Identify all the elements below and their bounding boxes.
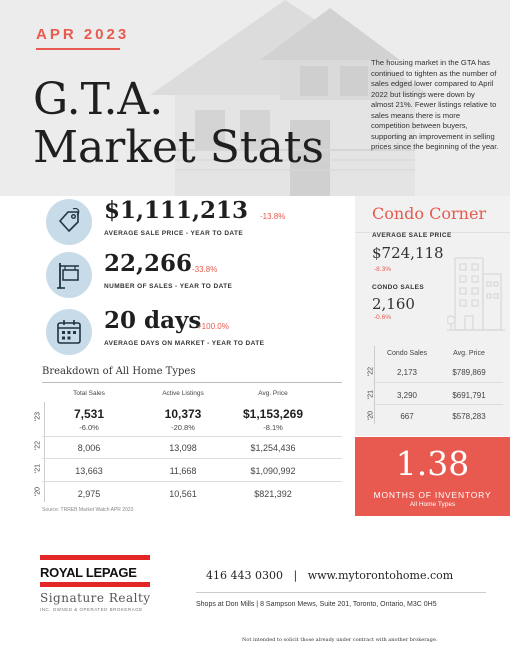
row-year: '21 [34,463,42,474]
condo-row-year: '21 [367,389,375,400]
stat-value: $1,111,213 [104,197,249,224]
condo-avg-price-value: $724,118 [372,244,444,262]
condo-sales-value: 2,160 [372,295,415,313]
website-link[interactable]: www.mytorontohome.com [307,569,454,582]
month-underline [36,48,120,50]
phone-number[interactable]: 416 443 0300 [206,569,283,582]
table-cell: 13,098 [169,443,197,453]
page-title [33,76,324,172]
row-divider [42,436,342,437]
for-sale-sign-icon [55,261,83,289]
condo-cell: 2,173 [396,368,418,377]
table-cell: $1,153,269 [242,407,304,421]
logo-stripe [40,582,150,587]
stat-icon-circle [46,309,92,355]
logo-stripe [40,555,150,560]
column-header-total-sales: Total Sales [73,390,105,397]
stat-number-of-sales [46,252,346,302]
inventory-label: MONTHS OF INVENTORY [373,490,492,500]
table-cell-change: -8.1% [263,423,283,432]
report-month: APR 2023 [36,26,130,43]
stat-label: NUMBER OF SALES - YEAR TO DATE [104,283,233,290]
condo-cell: $789,869 [452,368,486,377]
table-cell: 11,668 [169,466,197,476]
header-banner [0,0,510,196]
condo-cell: $691,791 [452,391,486,400]
inventory-sublabel: All Home Types [409,501,456,508]
stat-value: 20 days [104,307,202,334]
row-year: '23 [34,411,42,422]
source-note: Source: TRREB Market Watch APR 2023 [42,507,134,513]
condo-row-year: '20 [367,410,375,421]
stat-icon-circle [46,252,92,298]
months-of-inventory-box [355,437,510,516]
row-year: '22 [34,440,42,451]
condo-title: Condo Corner [372,204,487,223]
condo-row-divider [373,404,503,405]
stat-days-on-market [46,309,346,359]
brokerage-subtitle: INC. OWNED & OPERATED BROKERAGE [40,607,143,612]
disclaimer: Not intended to solicit those already under contract with another brokerage. [242,637,438,643]
table-cell: 13,663 [75,466,103,476]
stat-label: AVERAGE SALE PRICE - YEAR TO DATE [104,230,244,237]
row-year: '20 [34,486,42,497]
brokerage-name: Signature Realty [40,591,151,605]
table-cell-change: -20.8% [171,423,195,432]
stat-label: AVERAGE DAYS ON MARKET - YEAR TO DATE [104,340,265,347]
table-cell: $1,090,992 [250,466,296,476]
contact-divider [196,592,486,593]
condo-building-icon [447,254,505,334]
table-cell: 7,531 [73,407,105,421]
stat-average-sale-price [46,199,346,249]
title-line-1: G.T.A. [33,74,164,125]
condo-avg-price-label: AVERAGE SALE PRICE [372,232,452,239]
table-cell-change: -6.0% [79,423,99,432]
breakdown-divider [42,382,342,383]
inventory-value: 1.38 [395,444,470,483]
condo-row-divider [373,382,503,383]
row-divider [42,458,342,459]
table-cell: $1,254,436 [250,443,296,453]
stat-change: -13.8% [260,212,286,221]
condo-header-sales: Condo Sales [386,350,428,357]
office-address: Shops at Don Mills | 8 Sampson Mews, Suite 201, Toronto, Ontario, M3C 0H5 [196,601,437,608]
stat-icon-circle [46,199,92,245]
stat-change: -33.8% [192,265,218,274]
condo-sales-label: CONDO SALES [372,284,425,291]
intro-text: The housing market in the GTA has continued to tighten as the number of sales edged lower compared to April 2022 but listings were down by almost 21%. Fewer listings relative to sales means there is more competition between buyers, supporting an improvement in selling prices since the beginning of the year. [371,58,499,151]
condo-cell: 667 [400,412,414,421]
contact-line [206,569,453,582]
logo-text: ROYAL LEPAGE [40,565,137,580]
condo-avg-price-change: -8.3% [374,266,391,273]
table-cell: $821,392 [254,489,292,499]
condo-header-price: Avg. Price [453,350,485,357]
title-line-2: Market Stats [33,122,325,173]
table-cell: 10,561 [169,489,197,499]
condo-corner-panel [355,196,510,436]
breakdown-title: Breakdown of All Home Types [42,366,196,377]
table-cell: 8,006 [77,443,101,453]
royal-lepage-logo [40,555,150,587]
condo-sales-change: -0.6% [374,314,391,321]
column-header-active-listings: Active Listings [162,390,204,397]
condo-cell: $578,283 [452,412,486,421]
stat-change: +100.0% [197,322,229,331]
condo-row-year: '22 [367,366,375,377]
table-cell: 2,975 [77,489,101,499]
column-header-avg-price: Avg. Price [258,390,288,397]
stat-value: 22,266 [104,250,193,277]
row-divider [42,481,342,482]
calendar-icon [55,318,83,346]
table-cell: 10,373 [164,407,202,421]
contact-separator: | [286,569,305,582]
condo-cell: 3,290 [396,391,418,400]
price-tag-icon [55,208,83,236]
